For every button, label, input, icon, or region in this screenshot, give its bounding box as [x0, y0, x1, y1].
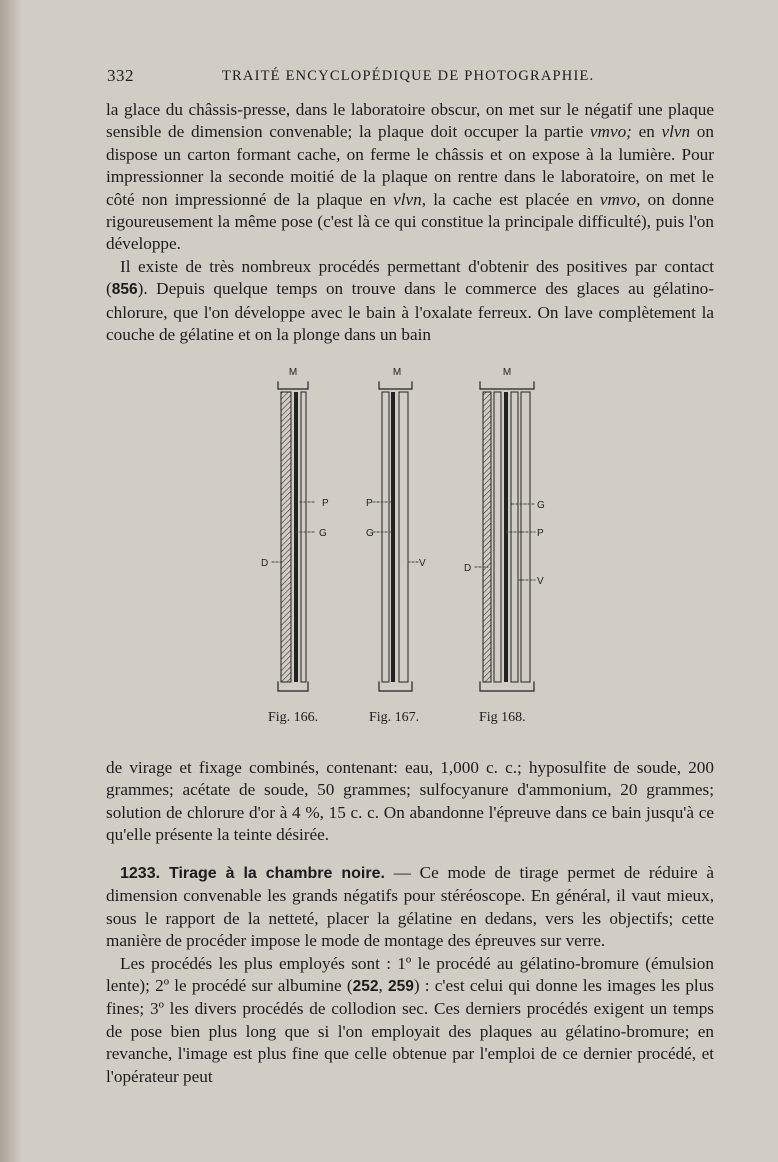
fig-168-diagram — [464, 367, 545, 691]
para5-ref-2: 259 — [387, 978, 414, 996]
fig167-label-v: V — [419, 558, 426, 569]
para1-text-4: la cache est placée en — [426, 189, 600, 209]
para1-italic-4: vmvo, — [599, 189, 641, 209]
fig166-label-g: G — [319, 528, 327, 539]
figure-group — [250, 362, 570, 707]
para1-italic-1: vmvo; — [589, 122, 632, 142]
para5-text-2: ) : c'est celui qui donne les images les plus fines; 3º les divers procédés de collodion sec. Ces derniers procédés exigent un temps de pose bien plus long que si l'on employait des plaques au gélatino-bromure; en revanche, l'image est plus fine que celle obtenue par l'emploi de ce dernier procédé, et l'opérateur peut — [106, 976, 714, 1086]
section-text: — Ce mode de tirage permet de réduire à dimension convenable les grands négatifs pour stéréoscope. En général, il vaut mieux, sous le rapport de la netteté, placer la gélatine en dedans, vers les objectifs; cette manière de procéder impose le mode de montage des épreuves sur verre. — [106, 863, 714, 951]
page-number: 332 — [107, 66, 134, 85]
fig167-caption: Fig. 167. — [369, 710, 420, 725]
fig166-caption: Fig. 166. — [268, 710, 319, 725]
para1-italic-2: vlvn — [661, 122, 691, 142]
fig168-label-p: P — [537, 528, 544, 539]
fig166-label-d: D — [261, 558, 269, 569]
paragraph-2 — [106, 256, 714, 347]
fig168-label-g: G — [537, 500, 545, 511]
para1-text-2: en — [631, 122, 662, 142]
figures-diagram — [250, 362, 570, 702]
fig166-label-p: P — [322, 498, 329, 509]
para1-italic-3: vlvn, — [393, 189, 426, 209]
para2-ref: 856 — [111, 281, 138, 299]
para5-ref-1: 252 — [352, 978, 379, 996]
paragraph-5 — [106, 953, 714, 1088]
fig168-label-v: V — [537, 576, 544, 587]
fig-167-diagram — [366, 367, 426, 691]
fig-166-diagram — [261, 367, 329, 691]
fig166-label-m: M — [288, 367, 298, 378]
paragraph-3 — [106, 757, 714, 847]
fig168-label-m: M — [502, 367, 512, 378]
para1-text-5: on donne rigoureusement la même pose (c'est là ce qui constitue la principale difficulté), puis l'on développe. — [106, 189, 714, 254]
paragraph-1 — [106, 99, 714, 346]
para2-text-1: Il existe de très nombreux procédés permettant d'obtenir des positives par contact ( — [106, 256, 714, 299]
para2-text-2: ). Depuis quelque temps on trouve dans le commerce des glaces au gélatino-chlorure, que l'on développe avec le bain à l'oxalate ferreux. On lave complètement la couche de gélatine et on la plonge dans un bain — [106, 279, 714, 345]
para1-text-3: on dispose un carton formant cache, on ferme le châssis et on expose à la lumière. Pour impressionner la seconde moitié de la plaque on rentre dans le laboratoire, on met le côté non impressionné de la plaque en — [106, 122, 714, 209]
section-1233 — [106, 862, 714, 1088]
para3-text: de virage et fixage combinés, contenant: eau, 1,000 c. c.; hyposulfite de soude, 200 grammes; acétate de soude, 50 grammes; sulfocyanure d'ammonium, 20 grammes; solution de chlorure d'or à 4 %, 15 c. c. On abandonne l'épreuve dans ce bain jusqu'à ce qu'elle présente la teinte désirée. — [106, 758, 714, 845]
fig167-label-g: G — [366, 528, 374, 539]
para5-text-1: Les procédés les plus employés sont : 1º le procédé au gélatino-bromure (émulsion lente); 2º le procédé sur albumine ( — [106, 953, 714, 996]
page-edge-shadow — [0, 0, 22, 1162]
fig168-label-d: D — [464, 563, 472, 574]
section-heading: 1233. Tirage à la chambre noire. — [120, 865, 385, 882]
fig167-label-p: P — [366, 498, 373, 509]
para1-text-1: la glace du châssis-presse, dans le laboratoire obscur, on met sur le négatif une plaque sensible de dimension convenable; la plaque doit occuper la partie — [106, 100, 714, 142]
running-title: TRAITÉ ENCYCLOPÉDIQUE DE PHOTOGRAPHIE. — [222, 68, 595, 84]
page-header — [107, 66, 717, 88]
fig168-caption: Fig 168. — [479, 710, 526, 725]
fig167-label-m: M — [392, 367, 402, 378]
para5-sep: , — [378, 976, 388, 996]
